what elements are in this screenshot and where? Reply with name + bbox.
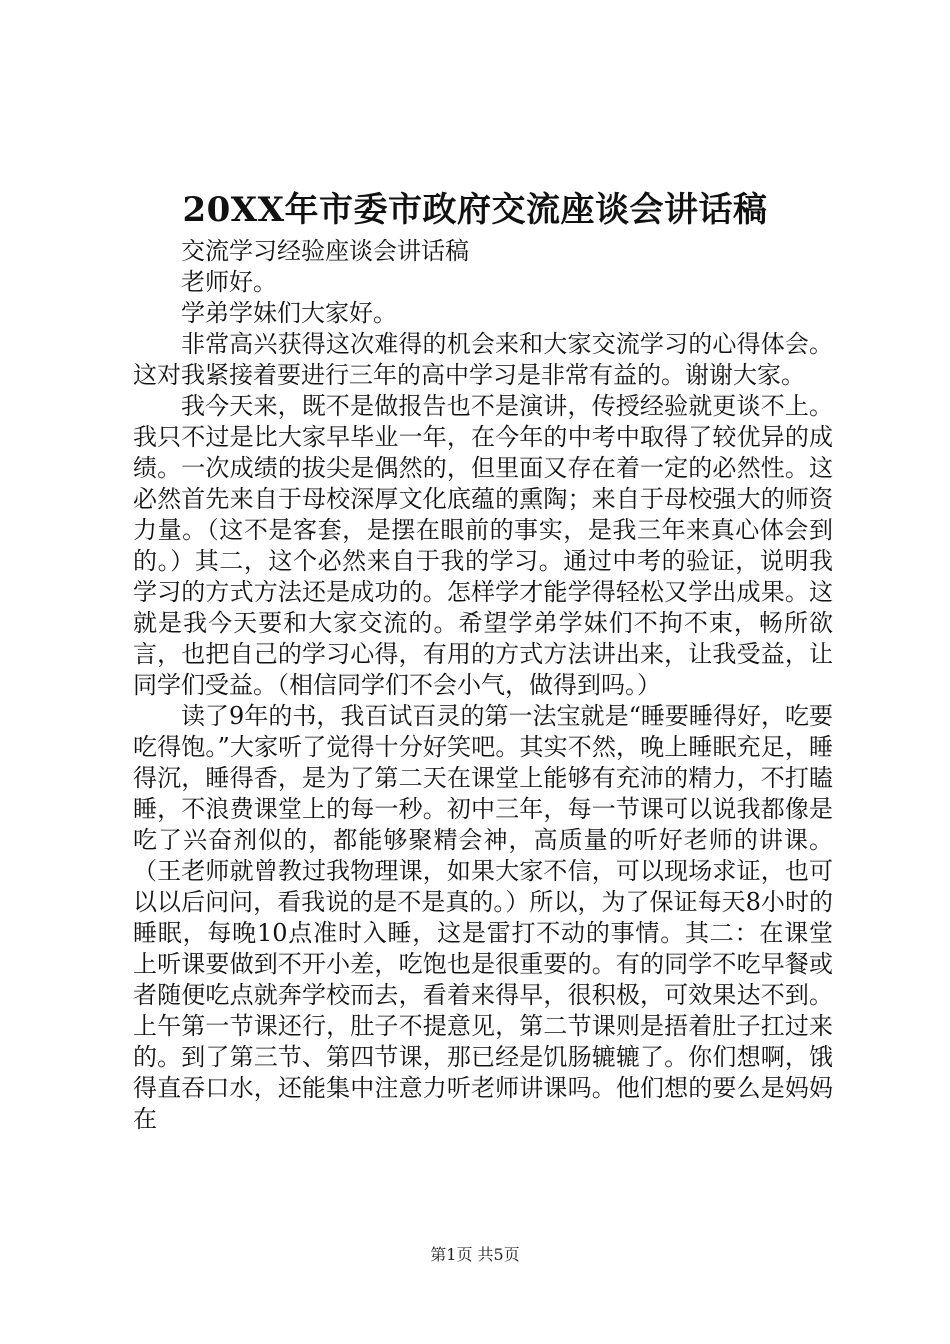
paragraph: 非常高兴获得这次难得的机会来和大家交流学习的心得体会。这对我紧接着要进行三年的高中学习是非常有益的。谢谢大家。 (133, 330, 833, 389)
document-body (133, 236, 833, 1135)
page-number-footer: 第1页 共5页 (430, 1245, 520, 1264)
paragraph: 读了9年的书，我百试百灵的第一法宝就是“睡要睡得好，吃要吃得饱。”大家听了觉得十分好笑吧。其实不然，晚上睡眠充足，睡得沉，睡得香，是为了第二天在课堂上能够有充沛的精力，不打瞌睡，不浪费课堂上的每一秒。初中三年，每一节课可以说我都像是吃了兴奋剂似的，都能够聚精会神，高质量的听好老师的讲课。（王老师就曾教过我物理课，如果大家不信，可以现场求证，也可以以后问问，看我说的是不是真的。）所以，为了保证每天8小时的睡眠，每晚10点准时入睡，这是雷打不动的事情。其二：在课堂上听课要做到不开小差，吃饱也是很重要的。有的同学不吃早餐或者随便吃点就奔学校而去，看着来得早，很积极，可效果达不到。上午第一节课还行，肚子不提意见，第二节课则是捂着肚子扛过来的。到了第三节、第四节课，那已经是饥肠辘辘了。你们想啊，饿得直吞口水，还能集中注意力听老师讲课吗。他们想的要么是妈妈在 (133, 702, 833, 1133)
document-title: 20XX年市委市政府交流座谈会讲话稿 (182, 190, 768, 230)
paragraph: 交流学习经验座谈会讲话稿 (181, 237, 469, 265)
paragraph: 我今天来，既不是做报告也不是演讲，传授经验就更谈不上。我只不过是比大家早毕业一年，在今年的中考中取得了较优异的成绩。一次成绩的拔尖是偶然的，但里面又存在着一定的必然性。这必然首先来自于母校深厚文化底蕴的熏陶；来自于母校强大的师资力量。（这不是客套，是摆在眼前的事实，是我三年来真心体会到的。）其二，这个必然来自于我的学习。通过中考的验证，说明我学习的方式方法还是成功的。怎样学才能学得轻松又学出成果。这就是我今天要和大家交流的。希望学弟学妹们不拘不束，畅所欲言，也把自己的学习心得，有用的方式方法讲出来，让我受益，让同学们受益。（相信同学们不会小气，做得到吗。） (133, 392, 833, 699)
paragraph: 学弟学妹们大家好。 (181, 299, 397, 327)
paragraph: 老师好。 (181, 268, 277, 296)
